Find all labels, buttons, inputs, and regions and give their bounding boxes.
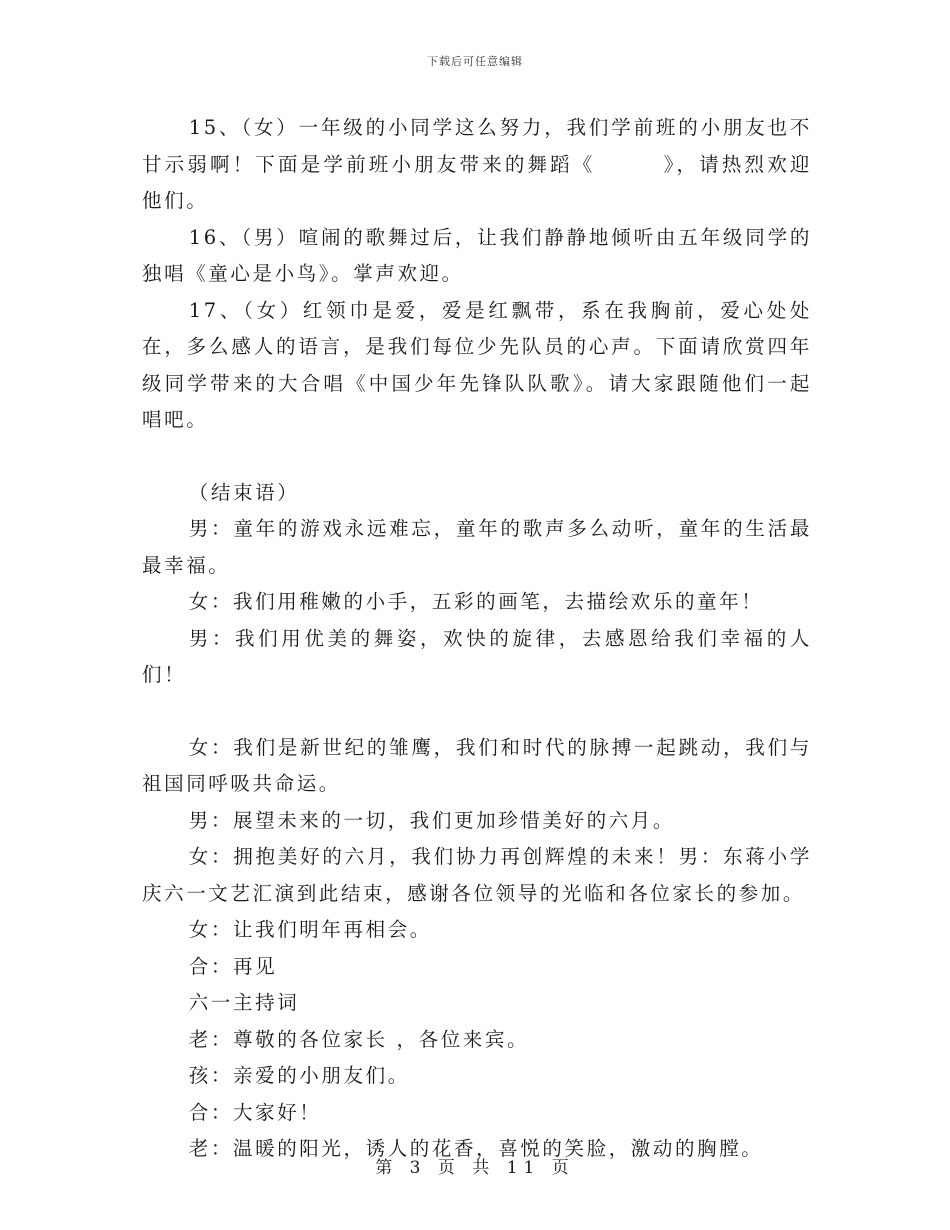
closing-line-3: 男：我们用优美的舞姿，欢快的旋律，去感恩给我们幸福的人们！ [142, 626, 812, 686]
host-line-1: 老：尊敬的各位家长 ，各位来宾。 [188, 1027, 530, 1051]
header-note: 下载后可任意编辑 [427, 55, 523, 68]
document-body [142, 110, 812, 1168]
section-title: 六一主持词 [188, 991, 300, 1014]
paragraph-15: 15、（女）一年级的小同学这么努力，我们学前班的小朋友也不甘示弱啊！下面是学前班小朋友带来的舞蹈《 》，请热烈欢迎他们。 [142, 116, 812, 212]
closing-line-2: 女：我们用稚嫩的小手，五彩的画笔，去描绘欢乐的童年！ [188, 590, 764, 613]
closing-line-7: 女：让我们明年再相会。 [188, 918, 432, 941]
paragraph-16: 16、（男）喧闹的歌舞过后，让我们静静地倾听由五年级同学的独唱《童心是小鸟》。掌声欢迎。 [142, 225, 812, 285]
page-number: 第 3 页 共 11 页 [375, 1158, 575, 1178]
paragraph-17: 17、（女）红领巾是爱，爱是红飘带，系在我胸前，爱心处处在，多么感人的语言，是我们每位少先队员的心声。下面请欣赏四年级同学带来的大合唱《中国少年先锋队队歌》。请大家跟随他们一起唱吧。 [142, 298, 812, 431]
closing-heading: （结束语） [188, 480, 300, 504]
closing-line-5: 男：展望未来的一切，我们更加珍惜美好的六月。 [188, 808, 675, 832]
host-line-4: 老：温暖的阳光，诱人的花香，喜悦的笑脸，激动的胸膛。 [188, 1137, 764, 1160]
host-line-2: 孩：亲爱的小朋友们。 [188, 1064, 410, 1087]
closing-line-1: 男：童年的游戏永远难忘，童年的歌声多么动听，童年的生活最最幸福。 [142, 517, 812, 577]
blank-line [142, 439, 812, 475]
host-line-3: 合：大家好！ [188, 1100, 322, 1124]
closing-line-4: 女：我们是新世纪的雏鹰，我们和时代的脉搏一起跳动，我们与祖国同呼吸共命运。 [142, 735, 812, 795]
closing-line-8: 合：再见 [188, 954, 278, 978]
blank-line [142, 694, 812, 730]
closing-line-6: 女：拥抱美好的六月，我们协力再创辉煌的未来！男：东蒋小学庆六一文艺汇演到此结束，感谢各位领导的光临和各位家长的参加。 [142, 845, 812, 905]
